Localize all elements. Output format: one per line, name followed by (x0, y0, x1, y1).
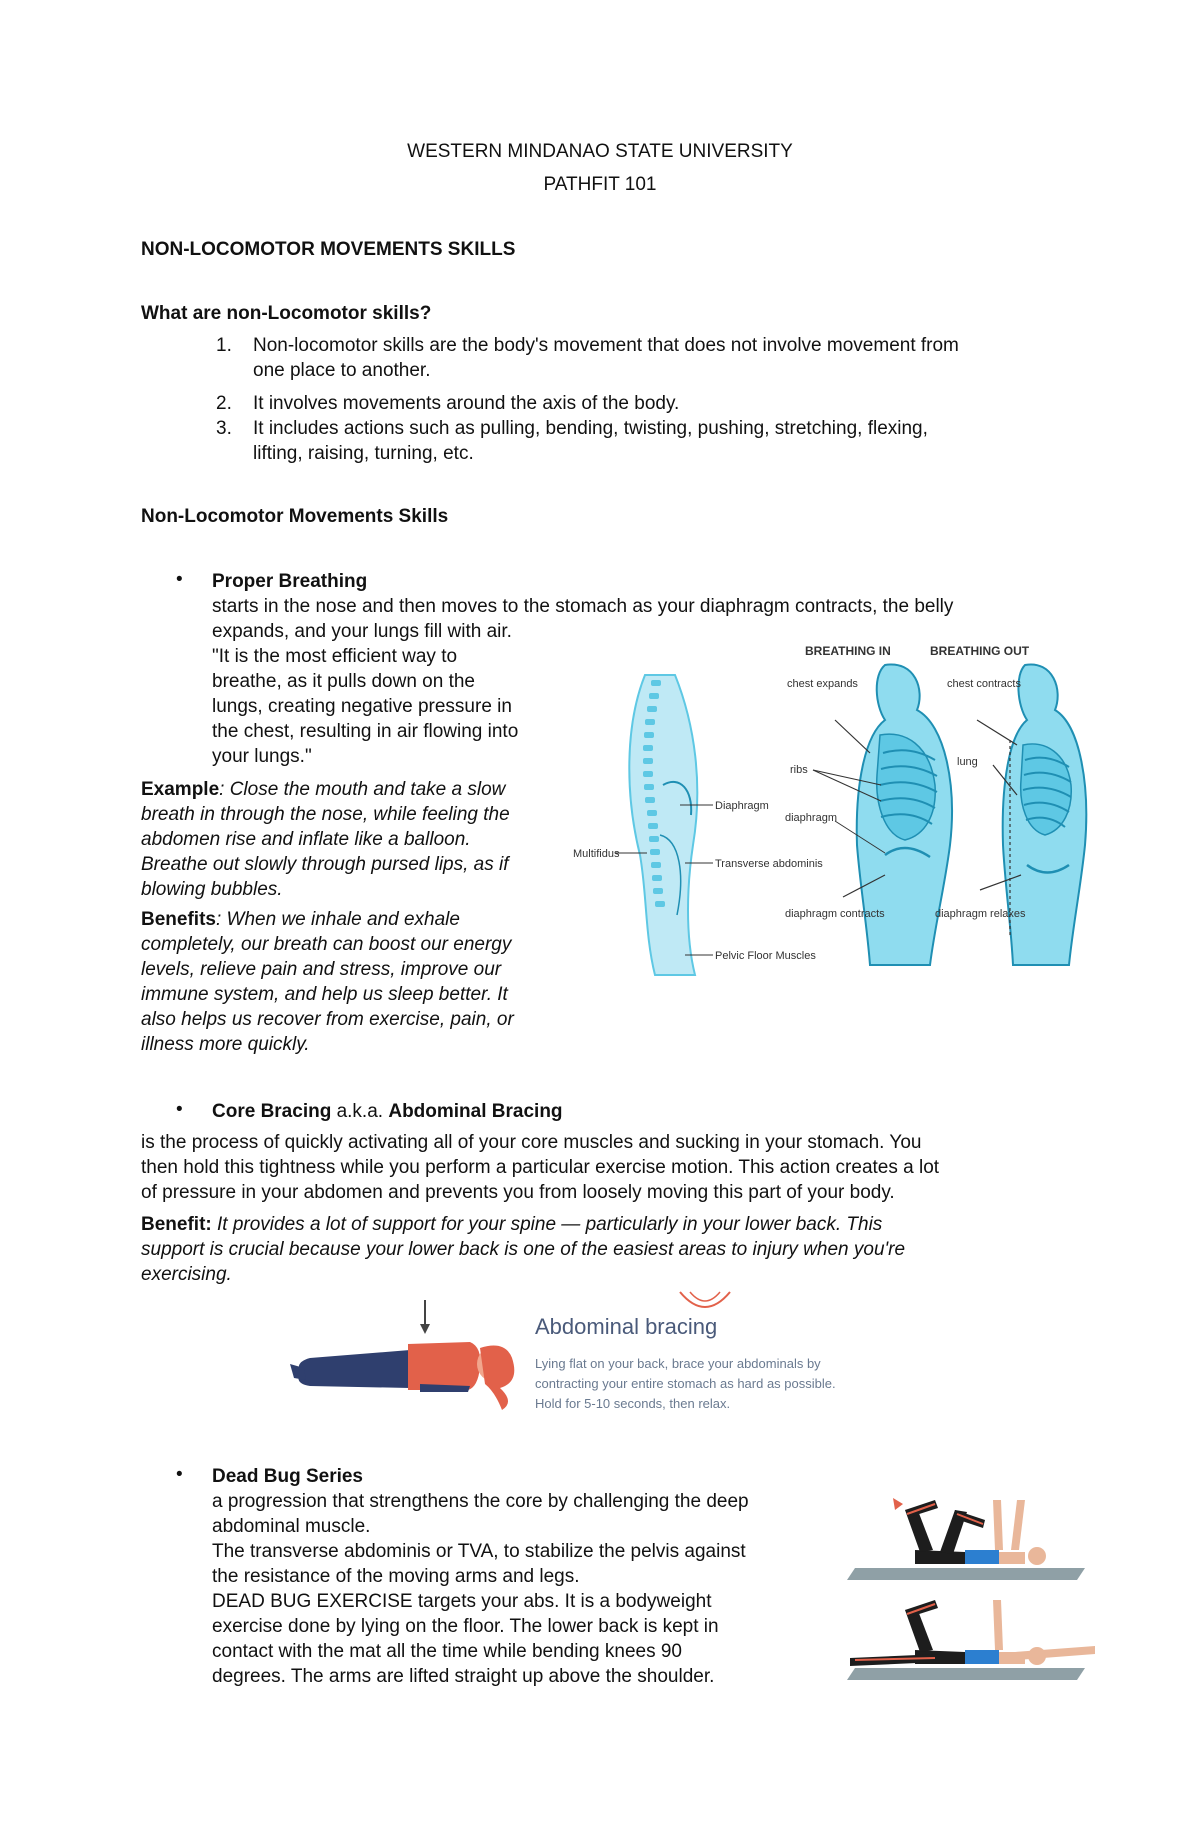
deadbug-text: the resistance of the moving arms and legs. (212, 1566, 580, 1587)
list-item-continued: one place to another. (253, 360, 431, 381)
core-muscles-diagram (573, 675, 823, 975)
breathing-title: Proper Breathing (212, 571, 368, 592)
breathing-text: starts in the nose and then moves to the stomach as your diaphragm contracts, the belly (212, 596, 954, 617)
abdominal-bracing-caption: Lying flat on your back, brace your abdominals by (535, 1356, 821, 1371)
breathing-text: expands, and your lungs fill with air. (212, 621, 512, 642)
example-line (141, 777, 505, 802)
multifidus-label: Multifidus (573, 848, 620, 860)
deadbug-text: degrees. The arms are lifted straight up above the shoulder. (212, 1666, 715, 1687)
core-benefit-line (141, 1212, 882, 1237)
abdominal-bracing-illustration (290, 1292, 836, 1422)
example-text: breath in through the nose, while feeling the (141, 804, 510, 825)
list-item: It involves movements around the axis of the body. (253, 393, 680, 414)
list-item-continued: lifting, raising, turning, etc. (253, 443, 474, 464)
ribs-label: ribs (790, 764, 808, 776)
example-label: Example (141, 779, 220, 800)
deadbug-text: contact with the mat all the time while bending knees 90 (212, 1641, 682, 1662)
benefits-text: levels, relieve pain and stress, improve our (141, 959, 502, 980)
deadbug-text: The transverse abdominis or TVA, to stabilize the pelvis against (212, 1541, 746, 1562)
deadbug-text: DEAD BUG EXERCISE targets your abs. It is a bodyweight (212, 1591, 712, 1612)
core-title-alt: Abdominal Bracing (388, 1101, 563, 1122)
diaphragm-in-label: diaphragm (785, 812, 837, 824)
diaphragm-contracts-label: diaphragm contracts (785, 908, 885, 920)
example-text: blowing bubbles. (141, 879, 283, 900)
benefits-text: illness more quickly. (141, 1034, 310, 1055)
breathing-text: "It is the most efficient way to (212, 646, 458, 667)
dead-bug-illustration (845, 1480, 1105, 1680)
breathing-text: lungs, creating negative pressure in (212, 696, 512, 717)
deadbug-text: exercise done by lying on the floor. The lower back is kept in (212, 1616, 719, 1637)
transverse-abdominis-label: Transverse abdominis (715, 858, 823, 870)
breathing-in-title: BREATHING IN (805, 644, 891, 658)
lung-label: lung (957, 756, 978, 768)
lying-person-figure (290, 1342, 514, 1410)
benefits-label: Benefits (141, 909, 216, 930)
abdominal-bracing-caption: Hold for 5-10 seconds, then relax. (535, 1396, 731, 1411)
core-text: then hold this tightness while you perform a particular exercise motion. This action creates a lot (141, 1157, 940, 1178)
core-benefit-label: Benefit: (141, 1214, 212, 1235)
example-text: : Close the mouth and take a slow (219, 779, 506, 800)
document-title: NON-LOCOMOTOR MOVEMENTS SKILLS (141, 239, 516, 260)
bullet-dot: • (176, 569, 183, 590)
core-title-bold: Core Bracing (212, 1101, 332, 1122)
benefits-text: immune system, and help us sleep better. It (141, 984, 508, 1005)
example-text: Breathe out slowly through pursed lips, as if (141, 854, 509, 875)
university-name: WESTERN MINDANAO STATE UNIVERSITY (407, 141, 793, 162)
diaphragm-relaxes-label: diaphragm relaxes (935, 908, 1026, 920)
pelvic-floor-label: Pelvic Floor Muscles (715, 950, 816, 962)
question-heading: What are non-Locomotor skills? (141, 303, 432, 324)
abdominal-bracing-caption: contracting your entire stomach as hard as possible. (535, 1376, 836, 1391)
abdominal-bracing-heading: Abdominal bracing (535, 1314, 718, 1339)
deadbug-text: a progression that strengthens the core by challenging the deep (212, 1491, 749, 1512)
diaphragm-label: Diaphragm (715, 800, 769, 812)
core-title (212, 1099, 563, 1124)
breathing-text: breathe, as it pulls down on the (212, 671, 476, 692)
breathing-anatomy-illustration (573, 635, 1105, 985)
benefits-text: : When we inhale and exhale (215, 909, 460, 930)
list-number: 3. (216, 418, 232, 439)
core-benefit-text: It provides a lot of support for your spine — particularly in your lower back. This (211, 1214, 883, 1235)
example-text: abdomen rise and inflate like a balloon. (141, 829, 471, 850)
breathing-out-title: BREATHING OUT (930, 644, 1030, 658)
chest-contracts-label: chest contracts (947, 678, 1021, 690)
core-benefit-text: support is crucial because your lower back is one of the easiest areas to injury when you're (141, 1239, 906, 1260)
breathing-out-diagram (930, 644, 1086, 965)
list-item: It includes actions such as pulling, bending, twisting, pushing, stretching, flexing, (253, 418, 928, 439)
list-number: 2. (216, 393, 232, 414)
bullet-dot: • (176, 1464, 183, 1485)
bullet-dot: • (176, 1099, 183, 1120)
list-item: Non-locomotor skills are the body's movement that does not involve movement from (253, 335, 959, 356)
section-heading: Non-Locomotor Movements Skills (141, 506, 449, 527)
core-benefit-text: exercising. (141, 1264, 232, 1285)
breathing-text: your lungs." (212, 746, 312, 767)
deadbug-text: abdominal muscle. (212, 1516, 371, 1537)
course-code: PATHFIT 101 (543, 174, 657, 195)
benefits-text: completely, our breath can boost our energy (141, 934, 512, 955)
benefits-line (141, 907, 460, 932)
core-title-aka: a.k.a. (331, 1101, 389, 1122)
breathing-in-diagram (785, 644, 952, 965)
breathing-text: the chest, resulting in air flowing into (212, 721, 519, 742)
dead-bug-pose-1 (847, 1498, 1085, 1580)
core-text: of pressure in your abdomen and prevents you from loosely moving this part of your body. (141, 1182, 895, 1203)
chest-expands-label: chest expands (787, 678, 858, 690)
core-text: is the process of quickly activating all of your core muscles and sucking in your stomach. You (141, 1132, 922, 1153)
dead-bug-pose-2 (847, 1600, 1095, 1680)
deadbug-title: Dead Bug Series (212, 1466, 363, 1487)
list-number: 1. (216, 335, 232, 356)
benefits-text: also helps us recover from exercise, pain, or (141, 1009, 514, 1030)
